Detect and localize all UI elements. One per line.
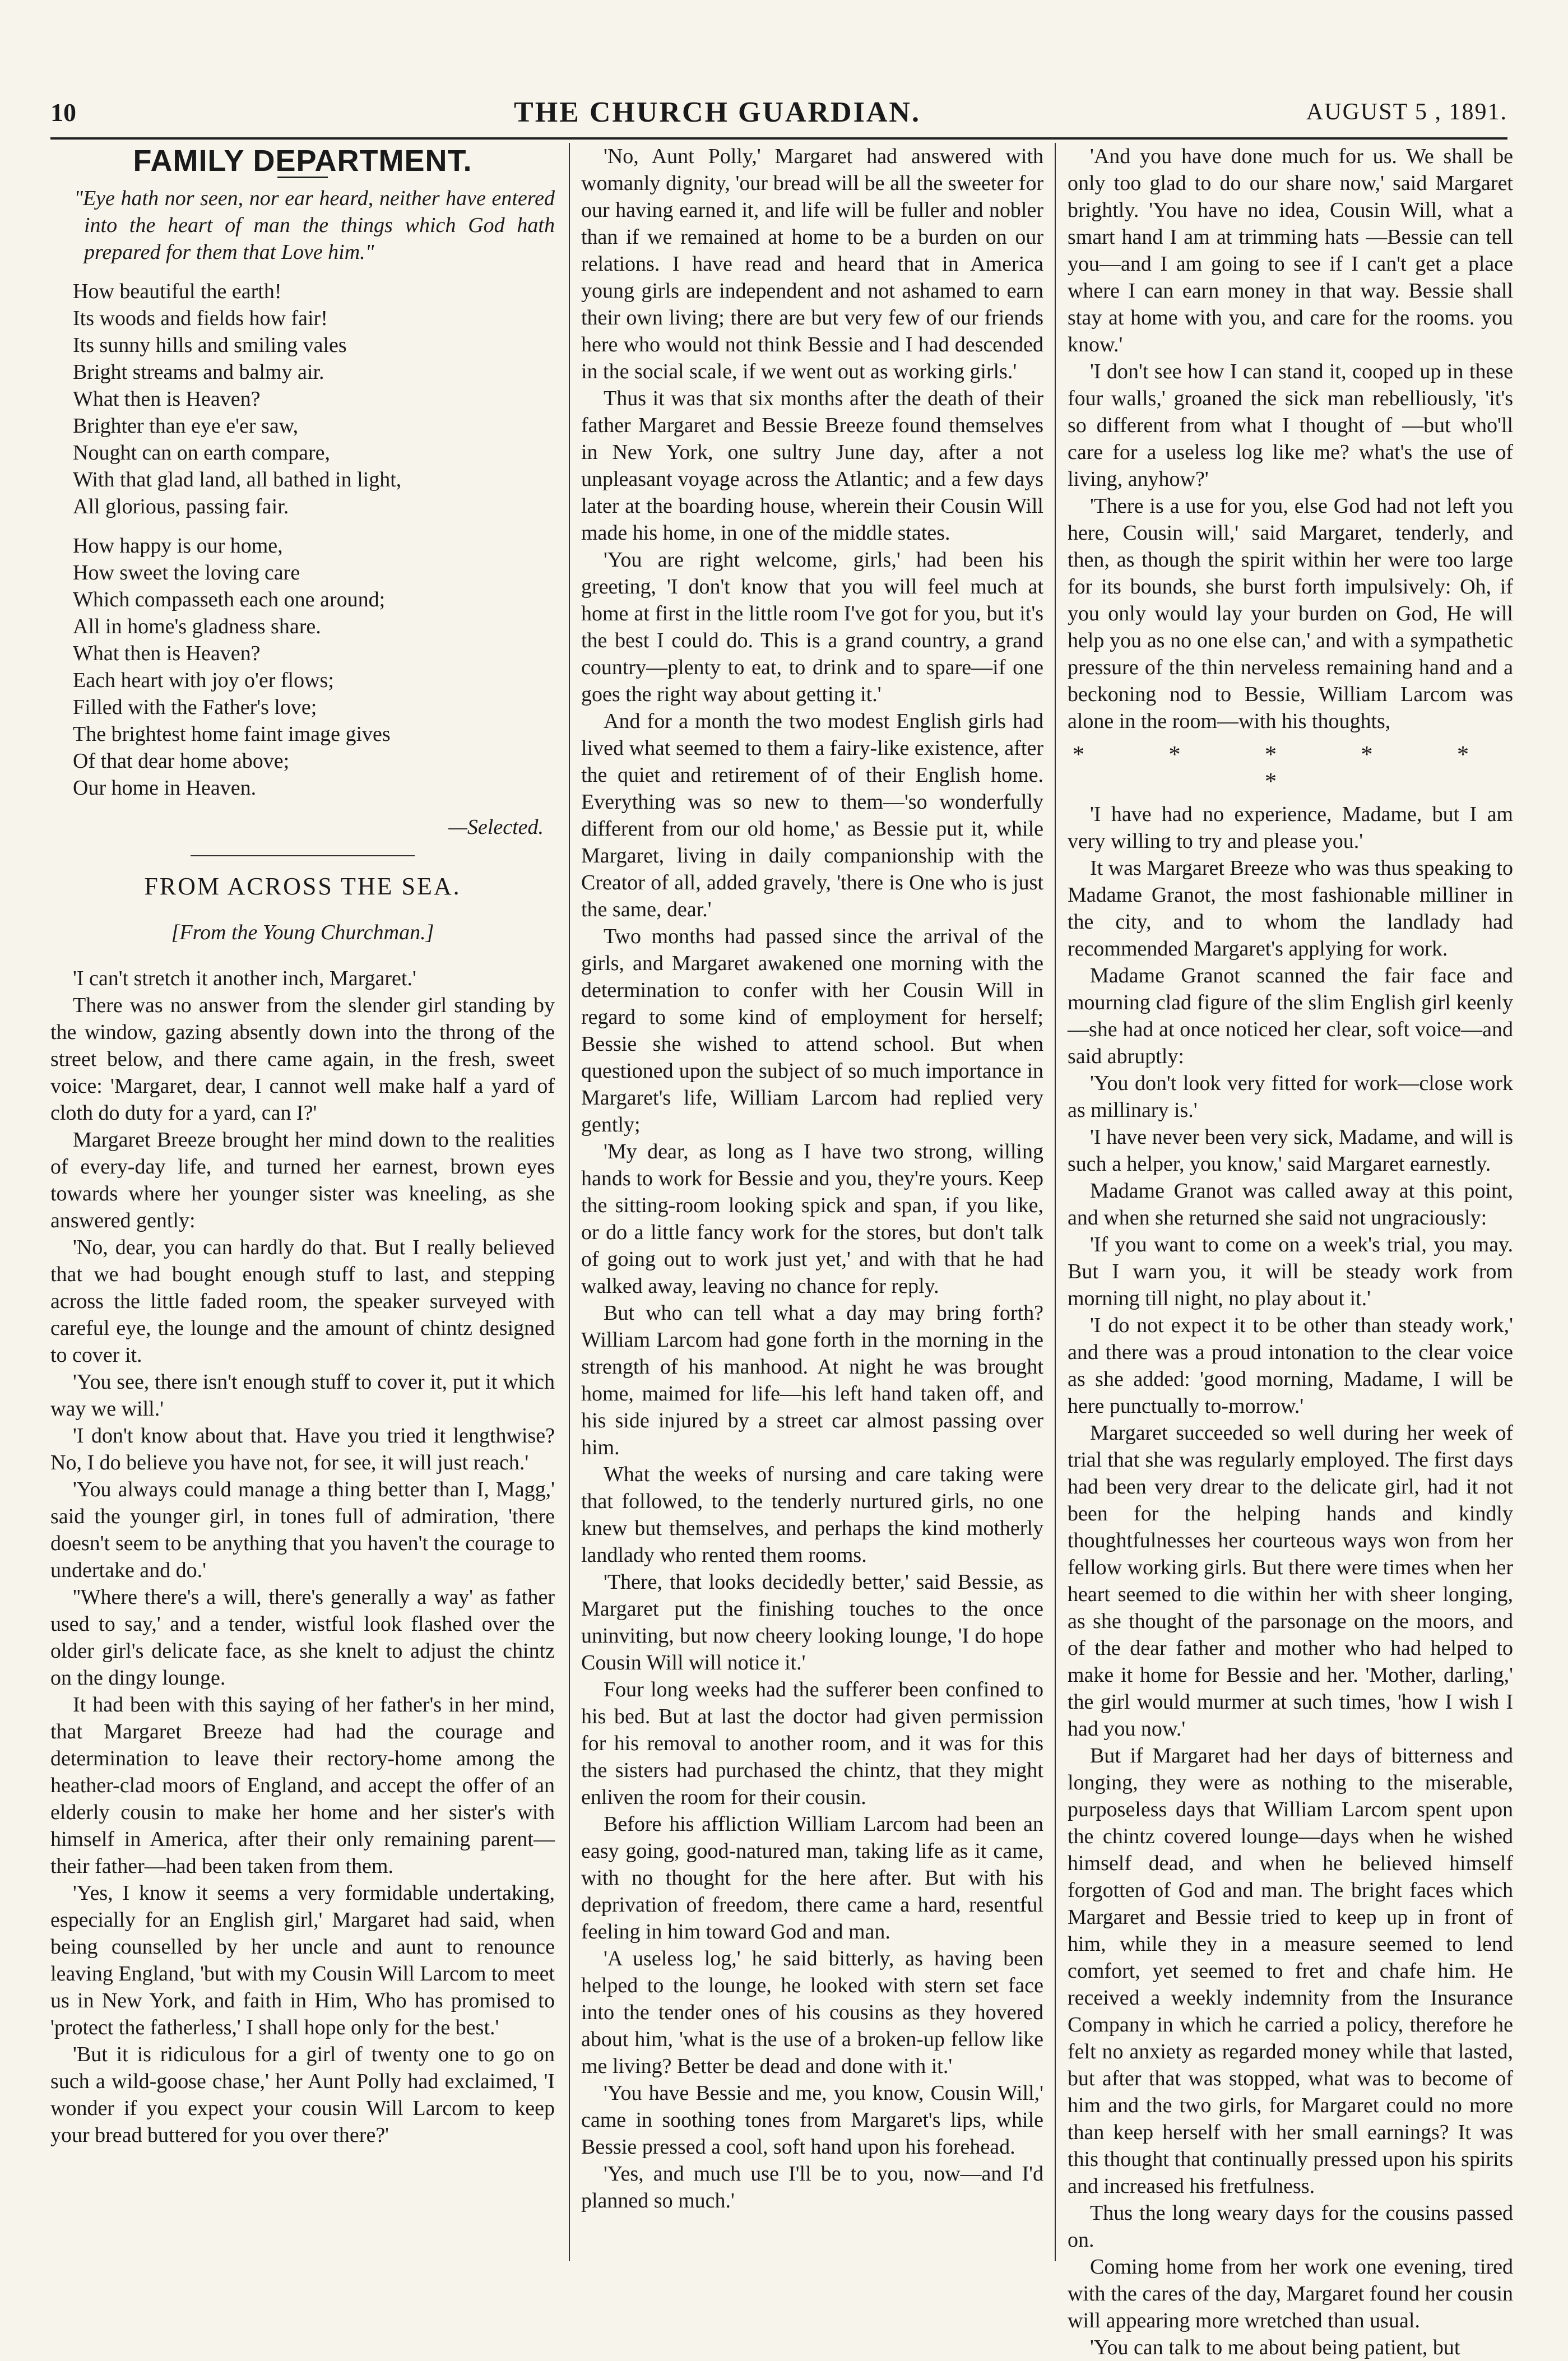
poem-stanza bbox=[73, 278, 555, 520]
paragraph: There was no answer from the slender girl standing by the window, gazing absently down into the throng of the street below, and there came again, in the fresh, sweet voice: 'Margaret, dear, I cannot well make half a yard of cloth do duty for a yard, can I?' bbox=[50, 994, 555, 1125]
paragraph: 'And you have done much for us. We shall be only too glad to do our share now,' said Margaret brightly. 'You have no idea, Cousin Will, what a smart hand I am at trimming hats —Bessie can tell you—and I am going to see if I can't get a place where I can earn money in that way. Bessie shall stay at home with you, and care for the rooms. you know.' bbox=[1068, 145, 1513, 356]
paragraph: 'My dear, as long as I have two strong, willing hands to work for Bessie and you, they're yours. Keep the sitting-room looking spick and span, if you like, or do a little fancy work for the stores, but don't talk of going out to work just yet,' and with that he had walked away, leaving no chance for reply. bbox=[581, 1140, 1043, 1298]
page-number: 10 bbox=[50, 98, 76, 127]
poem-line: What then is Heaven? bbox=[73, 642, 261, 665]
poem-line: Bright streams and balmy air. bbox=[73, 360, 324, 384]
poem bbox=[73, 278, 555, 801]
paragraph: ''Where there's a will, there's generally a way' as father used to say,' and a tender, wistful look flashed over the older girl's delicate face, as she knelt to adjust the chintz on the dingy lounge. bbox=[50, 1585, 555, 1690]
poem-line: Which compasseth each one around; bbox=[73, 588, 386, 611]
paragraph: 'I have had no experience, Madame, but I am very willing to try and please you.' bbox=[1068, 803, 1513, 853]
poem-line: All glorious, passing fair. bbox=[73, 495, 289, 518]
poem-line: All in home's gladness share. bbox=[73, 615, 321, 638]
paragraph: 'I can't stretch it another inch, Margaret.' bbox=[73, 967, 416, 990]
story-body bbox=[50, 965, 555, 2149]
paragraph: 'A useless log,' he said bitterly, as having been helped to the lounge, he looked with stern set face into the tender ones of his cousins as they hovered about him, 'what is the use of a broken-up fellow like me living? Better be dead and done with it.' bbox=[581, 1947, 1043, 2078]
paragraph: 'I don't see how I can stand it, cooped up in these four walls,' groaned the sick man rebelliously, 'it's so different from what I thought of —but who'll care for a useless log like me? what's the use of living, anyhow?' bbox=[1068, 360, 1513, 491]
paragraph: What the weeks of nursing and care taking were that followed, to the tenderly nurtured girls, no one knew but themselves, and perhaps the kind motherly landlady who rented them rooms. bbox=[581, 1463, 1043, 1567]
section-heading: FAMILY DEPARTMENT. bbox=[133, 144, 472, 178]
poem-line: Filled with the Father's love; bbox=[73, 695, 317, 719]
poem-stanza bbox=[73, 532, 555, 801]
paragraph: 'You are right welcome, girls,' had been his greeting, 'I don't know that you will feel much at home at first in the little room I've got for you, but it's the best I could do. This is a grand country, a grand country—plenty to eat, to drink and to spare—if one goes the right way about getting it.' bbox=[581, 548, 1043, 706]
paragraph: It had been with this saying of her father's in her mind, that Margaret Breeze had had the courage and determination to leave their rectory-home among the heather-clad moors of England, and accept the offer of an elderly cousin to make her home and her sister's with himself in America, after their only remaining parent—their father—had been taken from them. bbox=[50, 1693, 555, 1878]
page-header bbox=[50, 92, 1507, 132]
poem-line: How happy is our home, bbox=[73, 534, 283, 558]
column-3 bbox=[1068, 143, 1513, 2359]
paragraph: 'You can talk to me about being patient, but bbox=[1090, 2336, 1460, 2359]
poem-line: Our home in Heaven. bbox=[73, 776, 257, 800]
paragraph: Before his affliction William Larcom had been an easy going, good-natured man, taking life as it came, with no thought for the here after. But with his deprivation of freedom, there came a hard, resentful feeling in him toward God and man. bbox=[581, 1812, 1043, 1943]
story-body-continued bbox=[581, 143, 1043, 2214]
paragraph: Margaret Breeze brought her mind down to the realities of every-day life, and turned her earnest, brown eyes towards where her younger sister was kneeling, as she answered gently: bbox=[50, 1128, 555, 1232]
paragraph: Coming home from her work one evening, tired with the cares of the day, Margaret found her cousin will appearing more wretched than usual. bbox=[1068, 2255, 1513, 2332]
story-title: FROM ACROSS THE SEA. bbox=[144, 873, 461, 900]
paragraph: 'I don't know about that. Have you tried it lengthwise? No, I do believe you have not, for see, it will just reach.' bbox=[50, 1424, 555, 1474]
paragraph: But who can tell what a day may bring forth? William Larcom had gone forth in the morning in the strength of his manhood. At night he was brought home, maimed for life—his left hand taken off, and his side injured by a street car almost passing over him. bbox=[581, 1301, 1043, 1459]
paragraph: 'You always could manage a thing better than I, Magg,' said the younger girl, in tones full of admiration, 'there doesn't seem to be anything that you haven't the courage to undertake and do.' bbox=[50, 1478, 555, 1582]
paper-title: THE CHURCH GUARDIAN. bbox=[514, 96, 921, 128]
column-2 bbox=[581, 143, 1043, 2267]
column-divider-2 bbox=[1055, 143, 1056, 2261]
story-body-continued bbox=[1068, 143, 1513, 735]
poem-attribution: —Selected. bbox=[448, 815, 544, 839]
paragraph: 'You don't look very fitted for work—close work as millinary is.' bbox=[1068, 1072, 1513, 1122]
epigraph: "Eye hath nor seen, nor ear heard, neither have entered into the heart of man the things which God hath prepared for them that Love him." bbox=[74, 187, 555, 264]
poem-line: Brighter than eye e'er saw, bbox=[73, 414, 299, 438]
paragraph: 'If you want to come on a week's trial, you may. But I warn you, it will be steady work from morning till night, no play about it.' bbox=[1068, 1233, 1513, 1310]
poem-line: Each heart with joy o'er flows; bbox=[73, 669, 334, 692]
column-1 bbox=[50, 143, 555, 2267]
poem-line: How sweet the loving care bbox=[73, 561, 300, 585]
paragraph: 'No, Aunt Polly,' Margaret had answered with womanly dignity, 'our bread will be all the sweeter for our having earned it, and life will be fuller and nobler than if we remained at home to be a burden on our relations. I have read and heard that in America young girls are independent and not ashamed to earn their own living; there are but very few of our friends here who would not think Bessie and I had descended in the social scale, if we went out as working girls.' bbox=[581, 145, 1043, 383]
paragraph: Thus it was that six months after the death of their father Margaret and Bessie Breeze found themselves in New York, one sultry June day, after a not unpleasant voyage across the Atlantic; and a few days later at the boarding house, wherein their Cousin Will made his home, in one of the middle states. bbox=[581, 387, 1043, 545]
column-divider-1 bbox=[569, 143, 570, 2261]
paragraph: It was Margaret Breeze who was thus speaking to Madame Granot, the most fashionable milliner in the city, and to whom the landlady had recommended Margaret's applying for work. bbox=[1068, 856, 1513, 961]
paragraph: 'Yes, and much use I'll be to you, now—and I'd planned so much.' bbox=[581, 2162, 1043, 2212]
poem-line: Of that dear home above; bbox=[73, 749, 290, 773]
header-rule bbox=[50, 137, 1507, 140]
paragraph: Madame Granot was called away at this point, and when she returned she said not ungraciously: bbox=[1068, 1179, 1513, 1230]
paragraph: 'You see, there isn't enough stuff to cover it, put it which way we will.' bbox=[50, 1370, 555, 1421]
paragraph: 'There is a use for you, else God had not left you here, Cousin will,' said Margaret, tenderly, and then, as though the spirit within her were too large for its bounds, she burst forth impulsively: Oh, if you only would lay your burden on God, He will help you as no one else can,' and with a sympathetic pressure of the thin nerveless remaining hand and a beckoning nod to Bessie, William Larcom was alone in the room—with his thoughts, bbox=[1068, 494, 1513, 733]
paragraph: Madame Granot scanned the fair face and mourning clad figure of the slim English girl keenly—she had at once noticed her clear, soft voice—and said abruptly: bbox=[1068, 964, 1513, 1068]
paragraph: 'Yes, I know it seems a very formidable undertaking, especially for an English girl,' Margaret had said, when being counselled by her uncle and aunt to renounce leaving England, 'but with my Cousin Will Larcom to meet us in New York, and faith in Him, Who has promised to 'protect the fatherless,' I shall hope only for the best.' bbox=[50, 1881, 555, 2039]
paragraph: 'But it is ridiculous for a girl of twenty one to go on such a wild-goose chase,' her Aunt Polly had exclaimed, 'I wonder if you expect your cousin Will Larcom to keep your bread buttered for you over there?' bbox=[50, 2043, 555, 2147]
paragraph: Thus the long weary days for the cousins passed on. bbox=[1068, 2201, 1513, 2252]
poem-line: What then is Heaven? bbox=[73, 387, 261, 411]
poem-line: With that glad land, all bathed in light, bbox=[73, 468, 402, 491]
story-body-continued bbox=[1068, 801, 1513, 2361]
poem-line: Its sunny hills and smiling vales bbox=[73, 333, 347, 357]
issue-date: AUGUST 5 , 1891. bbox=[1306, 99, 1507, 125]
paragraph: 'No, dear, you can hardly do that. But I really believed that we had bought enough stuff to last, and stepping across the little faded room, the speaker surveyed with careful eye, the lounge and the amount of chintz designed to cover it. bbox=[50, 1236, 555, 1367]
poem-line: Nought can on earth compare, bbox=[73, 441, 330, 465]
paragraph: And for a month the two modest English girls had lived what seemed to them a fairy-like existence, after the quiet and retirement of of their English home. Everything was so new to them—'so wonderfully different from our old home,' as Bessie put it, while Margaret, living in daily companionship with the Creator of all, added gravely, 'there is One who is just the same, dear.' bbox=[581, 709, 1043, 921]
poem-line: Its woods and fields how fair! bbox=[73, 307, 328, 330]
paragraph: 'You have Bessie and me, you know, Cousin Will,' came in soothing tones from Margaret's lips, while Bessie pressed a cool, soft hand upon his forehead. bbox=[581, 2081, 1043, 2159]
paragraph: 'I have never been very sick, Madame, and will is such a helper, you know,' said Margaret earnestly. bbox=[1068, 1125, 1513, 1176]
paragraph: 'I do not expect it to be other than steady work,' and there was a proud intonation to the clear voice as she added: 'good morning, Madame, I will be here punctually to-morrow.' bbox=[1068, 1314, 1513, 1418]
paragraph: 'There, that looks decidedly better,' said Bessie, as Margaret put the finishing touches to the once uninviting, but now cheery looking lounge, 'I do hope Cousin Will will notice it.' bbox=[581, 1570, 1043, 1674]
section-break-stars: * * * * * * bbox=[1073, 742, 1508, 795]
paragraph: Two months had passed since the arrival of the girls, and Margaret awakened one morning with the determination to confer with her Cousin Will in regard to some kind of employment for herself; Bessie she wished to attend school. But when questioned upon the subject of so much importance in Margaret's life, William Larcom had replied very gently; bbox=[581, 925, 1043, 1137]
poem-line: How beautiful the earth! bbox=[73, 280, 282, 303]
paragraph: Four long weeks had the sufferer been confined to his bed. But at last the doctor had given permission for his removal to another room, and it was for this the sisters had purchased the chintz, that they might enliven the room for their cousin. bbox=[581, 1678, 1043, 1809]
section-divider bbox=[191, 855, 415, 856]
poem-line: The brightest home faint image gives bbox=[73, 722, 391, 746]
paragraph: Margaret succeeded so well during her week of trial that she was regularly employed. The first days had been very drear to the delicate girl, had it not been for the helping hands and kindly thoughtfulnesses her courteous ways won from her fellow working girls. But there were times when her heart seemed to die within her with sheer longing, as she thought of the parsonage on the moors, and of the dear father and mother who had helped to make it home for Bessie and her. 'Mother, darling,' the girl would murmer at such times, 'how I wish I had you now.' bbox=[1068, 1421, 1513, 1741]
story-source: [From the Young Churchman.] bbox=[171, 921, 434, 944]
paragraph: But if Margaret had her days of bitterness and longing, they were as nothing to the miserable, purposeless days that William Larcom spent upon the chintz covered lounge—days when he wished himself dead, and when he believed himself forgotten of God and man. The bright faces which Margaret and Bessie tried to keep up in front of him, while they in a measure seemed to lend comfort, yet seemed to fret and chafe him. He received a weekly indemnity from the Insurance Company in which he carried a policy, therefore he felt no anxiety as regarded money while that lasted, but after that was stopped, what was to become of him and the two girls, for Margaret could no more than keep herself with her small earnings? It was this thought that continually pressed upon his spirits and increased his fretfulness. bbox=[1068, 1744, 1513, 2198]
